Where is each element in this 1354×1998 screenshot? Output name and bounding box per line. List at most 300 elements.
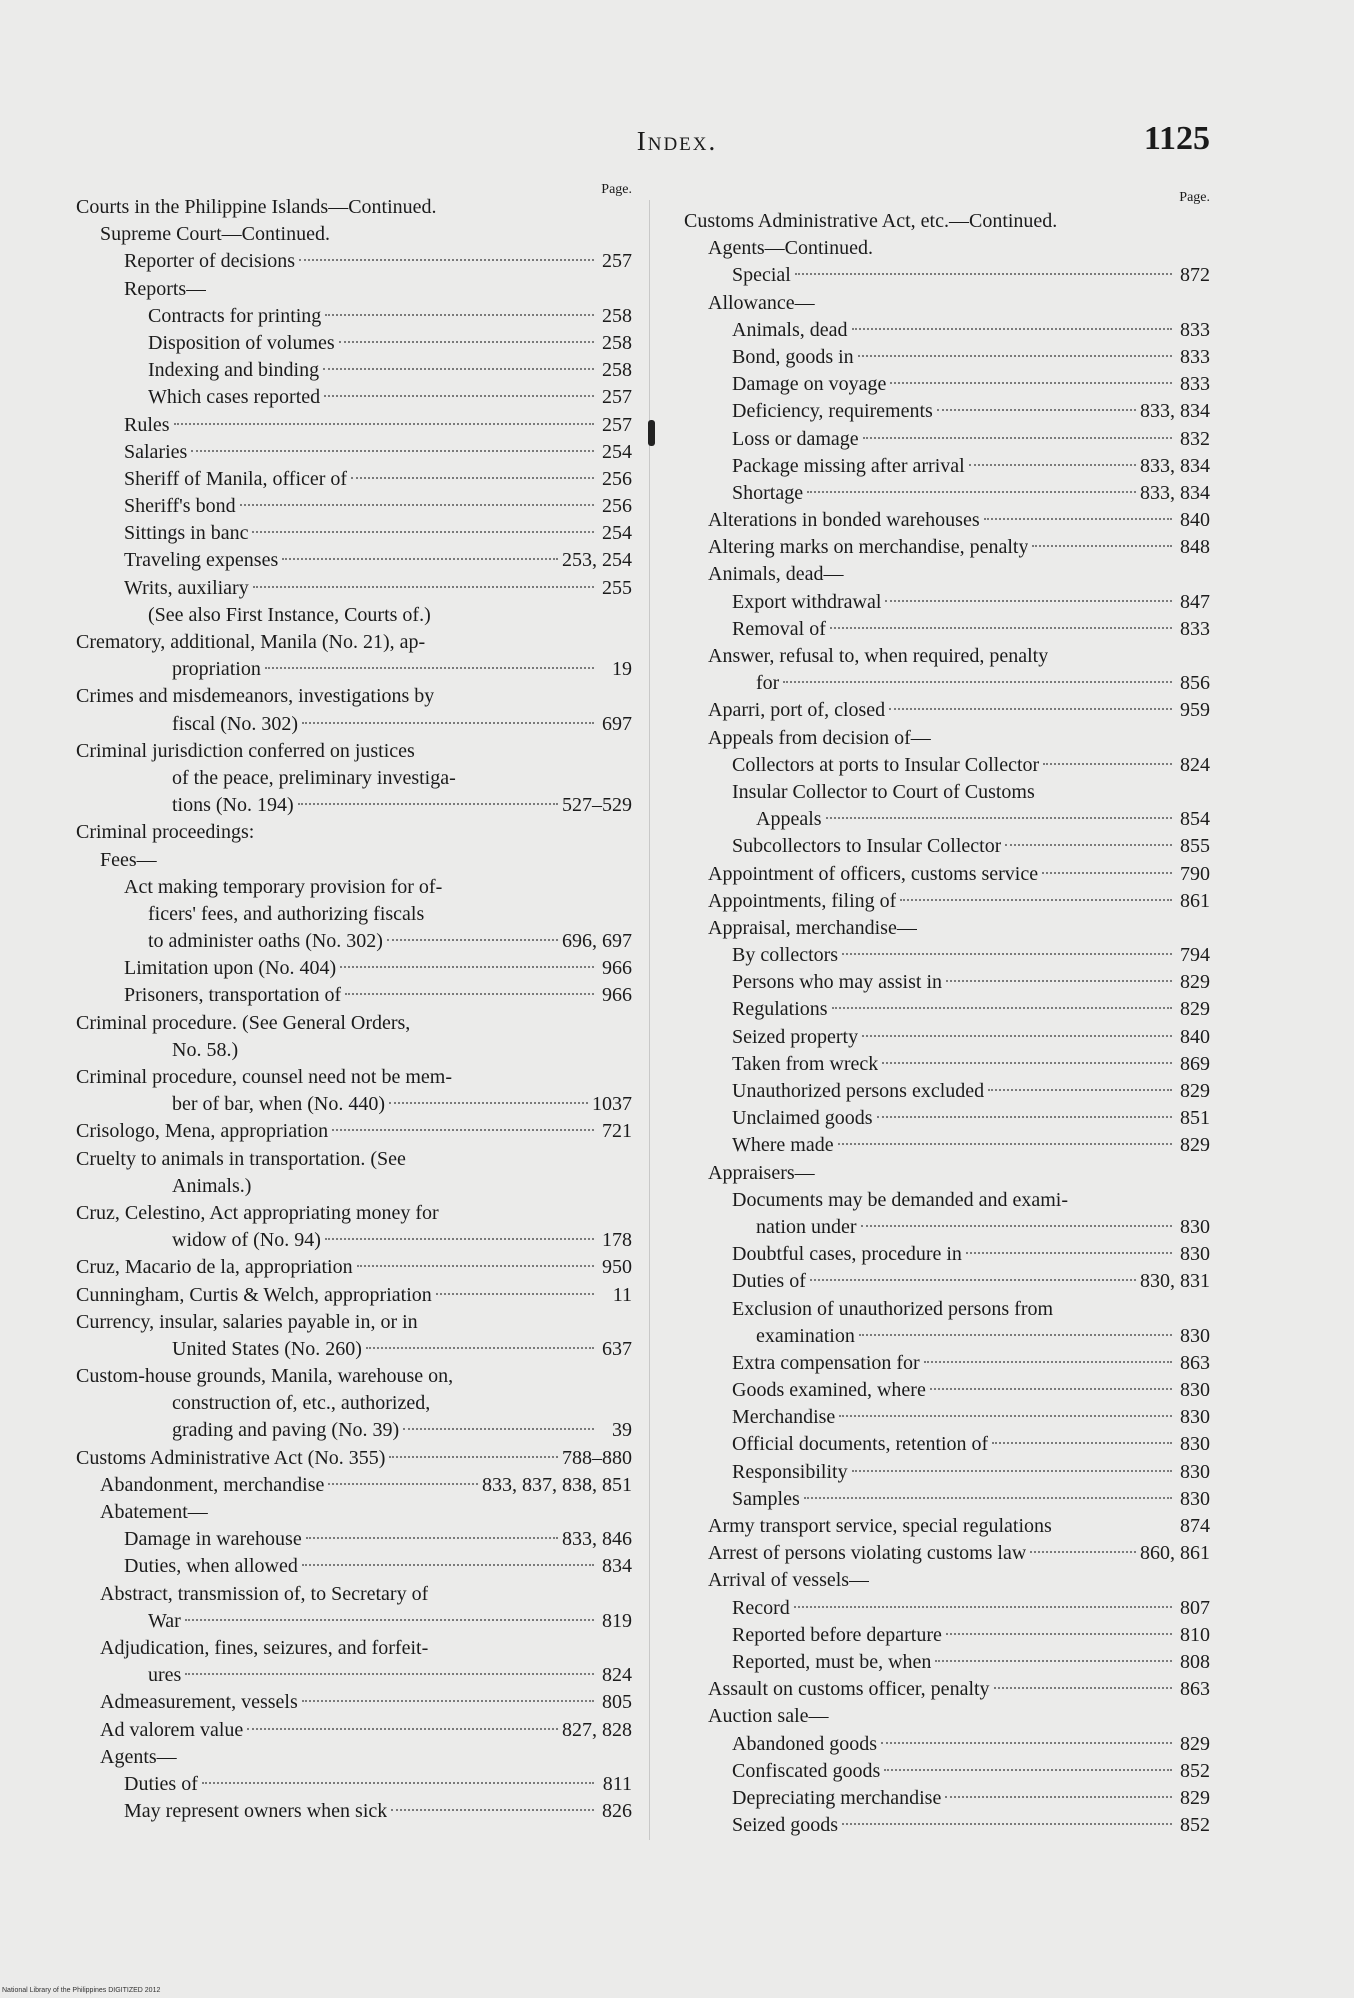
index-entry-text: Army transport service, special regulations xyxy=(708,1515,1052,1537)
index-entry-text: May represent owners when sick xyxy=(124,1800,388,1823)
index-entry-text: Taken from wreck xyxy=(732,1052,879,1075)
index-entry xyxy=(684,398,1210,425)
index-entry-text: Act making temporary provision for of- xyxy=(124,875,443,898)
index-entry xyxy=(76,520,632,547)
dot-leader xyxy=(810,1279,1136,1281)
index-entry xyxy=(76,955,632,982)
dot-leader xyxy=(389,1456,558,1458)
index-entry-text: Rules xyxy=(124,413,170,436)
index-entry-page: 830 xyxy=(1180,1243,1210,1266)
index-entry-text: Allowance— xyxy=(708,291,815,314)
index-entry-page: 829 xyxy=(1180,971,1210,994)
index-entry xyxy=(684,290,1210,317)
index-entry-text: Unclaimed goods xyxy=(732,1107,873,1130)
index-entry-text: Prisoners, transportation of xyxy=(124,984,342,1007)
index-entry xyxy=(76,575,632,602)
dot-leader xyxy=(881,1742,1172,1744)
index-entry-text: ures xyxy=(148,1664,182,1687)
index-entry-page: 834 xyxy=(602,1555,632,1578)
dot-leader xyxy=(185,1619,594,1621)
index-entry xyxy=(76,303,632,330)
index-entry-text: Loss or damage xyxy=(732,427,859,450)
index-entry-text: Goods examined, where xyxy=(732,1379,926,1402)
index-entry-text: Aparri, port of, closed xyxy=(708,699,886,722)
index-entry xyxy=(684,1513,1210,1540)
index-entry-text: Limitation upon (No. 404) xyxy=(124,957,337,980)
index-entry xyxy=(684,616,1210,643)
index-entry xyxy=(76,384,632,411)
index-entry-text: Which cases reported xyxy=(148,386,321,409)
index-entry xyxy=(684,1078,1210,1105)
index-entry-text: Traveling expenses xyxy=(124,549,279,572)
index-entry xyxy=(684,942,1210,969)
dot-leader xyxy=(884,1769,1172,1771)
index-entry xyxy=(76,1200,632,1227)
index-entry-page: 257 xyxy=(602,250,632,273)
dot-leader xyxy=(930,1388,1172,1390)
dot-leader xyxy=(351,477,594,479)
index-entry-text: Doubtful cases, procedure in xyxy=(732,1243,962,1266)
index-entry-page: 810 xyxy=(1180,1623,1210,1646)
index-entry-page: 830 xyxy=(1180,1460,1210,1483)
index-entry xyxy=(684,1703,1210,1730)
index-entry-text: Appeals xyxy=(756,808,822,831)
index-entry-text: Responsibility xyxy=(732,1460,848,1483)
dot-leader xyxy=(924,1361,1172,1363)
index-entry-text: Removal of xyxy=(732,617,826,640)
index-entry-page: 824 xyxy=(602,1664,632,1687)
index-entry xyxy=(684,534,1210,561)
index-entry-page: 851 xyxy=(1180,1107,1210,1130)
index-entry-text: Seized goods xyxy=(732,1814,839,1837)
dot-leader xyxy=(1043,763,1172,765)
index-entry-text: Deficiency, requirements xyxy=(732,400,933,423)
dot-leader xyxy=(325,314,594,316)
index-entry xyxy=(76,1662,632,1689)
index-entry xyxy=(76,330,632,357)
index-entry xyxy=(76,901,632,928)
index-entry-text: Fees— xyxy=(100,848,157,871)
dot-leader xyxy=(202,1782,594,1784)
index-entry-page: 833, 846 xyxy=(562,1528,632,1551)
index-entry-text: grading and paving (No. 39) xyxy=(172,1419,400,1442)
index-entry-page: 959 xyxy=(1180,699,1210,722)
dot-leader xyxy=(306,1537,558,1539)
index-entry xyxy=(684,1404,1210,1431)
index-entry xyxy=(76,1581,632,1608)
index-entry-page: 827, 828 xyxy=(562,1718,632,1741)
index-entry-text: Insular Collector to Court of Customs xyxy=(732,780,1035,803)
index-entry xyxy=(684,752,1210,779)
index-entry-text: Writs, auxiliary xyxy=(124,576,249,599)
index-entry xyxy=(684,453,1210,480)
dot-leader xyxy=(804,1497,1172,1499)
index-entry-page: 830 xyxy=(1180,1324,1210,1347)
index-entry-text: Subcollectors to Insular Collector xyxy=(732,835,1002,858)
index-entry xyxy=(684,1567,1210,1594)
index-entry xyxy=(76,1553,632,1580)
index-entry-page: 833 xyxy=(1180,373,1210,396)
dot-leader xyxy=(969,464,1136,466)
dot-leader xyxy=(842,953,1172,955)
index-entry xyxy=(684,833,1210,860)
dot-leader xyxy=(282,558,558,560)
index-entry xyxy=(684,1323,1210,1350)
index-entry-text: Damage in warehouse xyxy=(124,1528,302,1551)
index-entry xyxy=(76,221,632,248)
index-entry xyxy=(684,1540,1210,1567)
index-entry xyxy=(684,507,1210,534)
index-entry xyxy=(684,1132,1210,1159)
dot-leader xyxy=(325,1238,594,1240)
index-entry xyxy=(76,1118,632,1145)
index-entry-page: 829 xyxy=(1180,1134,1210,1157)
index-entry-page: 833, 834 xyxy=(1140,400,1210,423)
dot-leader xyxy=(984,518,1172,520)
index-entry-text: Reporter of decisions xyxy=(124,250,296,273)
index-entry-text: Answer, refusal to, when required, penalty xyxy=(708,645,1049,667)
index-entry-page: 874 xyxy=(1180,1515,1210,1537)
index-entry-text: Duties of xyxy=(124,1772,198,1795)
index-entry-page: 637 xyxy=(602,1337,632,1360)
index-entry-page: 830 xyxy=(1180,1487,1210,1510)
index-entry xyxy=(76,1417,632,1444)
dot-leader xyxy=(1042,872,1172,874)
dot-leader xyxy=(783,681,1172,683)
index-entry-text: Abandonment, merchandise xyxy=(100,1473,325,1496)
index-entry xyxy=(76,847,632,874)
dot-leader xyxy=(302,1564,594,1566)
index-entry xyxy=(76,412,632,439)
index-entry xyxy=(684,1024,1210,1051)
index-entry-page: 527–529 xyxy=(562,794,632,817)
index-entry-page: 829 xyxy=(1180,1080,1210,1102)
index-entry xyxy=(684,779,1210,806)
index-entry-page: 830 xyxy=(1180,1433,1210,1456)
index-entry xyxy=(76,1798,632,1825)
index-entry-text: Alterations in bonded warehouses xyxy=(708,509,980,532)
dot-leader xyxy=(299,259,594,261)
index-entry-page: 807 xyxy=(1180,1596,1210,1619)
index-entry-page: 872 xyxy=(1180,264,1210,287)
index-entry-text: Criminal procedure. (See General Orders, xyxy=(76,1011,411,1034)
index-entry xyxy=(76,493,632,520)
page-column-label: Page. xyxy=(601,182,632,197)
index-entry-text: Crimes and misdemeanors, investigations by xyxy=(76,685,435,708)
dot-leader xyxy=(328,1483,478,1485)
dot-leader xyxy=(838,1143,1172,1145)
index-entry xyxy=(76,1717,632,1744)
index-entry-text: Supreme Court—Continued. xyxy=(100,223,330,246)
index-entry-text: Unauthorized persons excluded xyxy=(732,1080,985,1102)
index-entry xyxy=(684,697,1210,724)
index-entry-text: widow of (No. 94) xyxy=(172,1229,321,1252)
index-entry-text: Sheriff's bond xyxy=(124,495,236,518)
index-entry-page: 833 xyxy=(1180,318,1210,341)
index-entry-text: Bond, goods in xyxy=(732,345,854,368)
index-entry-page: 1037 xyxy=(592,1093,632,1116)
index-entry-text: Cruz, Celestino, Act appropriating money for xyxy=(76,1201,439,1224)
index-entry xyxy=(684,1377,1210,1404)
index-entry-text: Agents—Continued. xyxy=(708,237,873,260)
index-entry xyxy=(684,1214,1210,1241)
dot-leader xyxy=(253,586,594,588)
index-entry xyxy=(76,819,632,846)
index-entry-text: Crematory, additional, Manila (No. 21), ap- xyxy=(76,631,426,653)
index-entry-text: Abandoned goods xyxy=(732,1732,877,1755)
index-entry-text: Appointment of officers, customs service xyxy=(708,862,1039,885)
index-entry-page: 178 xyxy=(602,1229,632,1252)
index-entry-text: construction of, etc., authorized, xyxy=(172,1392,431,1415)
index-entry xyxy=(684,589,1210,616)
index-entry xyxy=(684,888,1210,915)
index-entry xyxy=(76,194,632,221)
index-entry-page: 824 xyxy=(1180,753,1210,776)
dot-leader xyxy=(345,993,594,995)
index-entry-page: 856 xyxy=(1180,672,1210,695)
index-entry-page: 869 xyxy=(1180,1052,1210,1075)
index-entry-text: Auction sale— xyxy=(708,1705,829,1728)
page-column-label: Page. xyxy=(1179,190,1210,205)
index-entry-page: 808 xyxy=(1180,1650,1210,1673)
dot-leader xyxy=(988,1089,1172,1091)
index-entry-text: Documents may be demanded and exami- xyxy=(732,1188,1068,1211)
index-entry-text: Arrival of vessels— xyxy=(708,1569,870,1592)
index-entry-page: 794 xyxy=(1180,944,1210,967)
index-entry-text: Sheriff of Manila, officer of xyxy=(124,467,348,490)
index-entry xyxy=(76,1254,632,1281)
index-entry-page: 830 xyxy=(1180,1406,1210,1429)
index-entry-text: Customs Administrative Act, etc.—Continued. xyxy=(684,210,1058,232)
index-entry xyxy=(76,629,632,656)
index-entry xyxy=(76,1608,632,1635)
index-entry xyxy=(684,670,1210,697)
dot-leader xyxy=(889,708,1172,710)
index-entry-text: Duties of xyxy=(732,1270,806,1293)
index-entry xyxy=(684,969,1210,996)
index-entry-text: Record xyxy=(732,1596,790,1619)
index-entry-page: 721 xyxy=(602,1120,632,1143)
dot-leader xyxy=(862,1035,1172,1037)
dot-leader xyxy=(946,980,1172,982)
index-entry xyxy=(76,1037,632,1064)
index-entry xyxy=(684,1758,1210,1785)
dot-leader xyxy=(794,1606,1172,1608)
index-entry-text: Reported, must be, when xyxy=(732,1650,932,1673)
index-entry-page: 788–880 xyxy=(562,1446,632,1469)
index-entry xyxy=(76,1282,632,1309)
dot-leader xyxy=(298,803,558,805)
index-entry-page: 966 xyxy=(602,984,632,1007)
index-entry-text: Collectors at ports to Insular Collector xyxy=(732,753,1040,776)
index-entry-text: Regulations xyxy=(732,998,828,1021)
index-entry xyxy=(76,1363,632,1390)
index-entry-text: Extra compensation for xyxy=(732,1351,920,1374)
index-entry-text: Duties, when allowed xyxy=(124,1555,298,1578)
index-entry-page: 852 xyxy=(1180,1759,1210,1782)
index-entry-text: Samples xyxy=(732,1487,800,1510)
dot-leader xyxy=(391,1809,594,1811)
index-entry xyxy=(684,1622,1210,1649)
dot-leader xyxy=(937,409,1136,411)
index-entry xyxy=(684,643,1210,670)
index-entry xyxy=(76,466,632,493)
index-entry-page: 829 xyxy=(1180,1732,1210,1755)
dot-leader xyxy=(935,1660,1172,1662)
dot-leader xyxy=(265,667,594,669)
index-entry xyxy=(684,1595,1210,1622)
index-entry-page: 861 xyxy=(1180,889,1210,912)
dot-leader xyxy=(885,600,1172,602)
index-entry-page: 950 xyxy=(602,1256,632,1279)
index-entry-page: 697 xyxy=(602,712,632,735)
index-entry-page: 790 xyxy=(1180,862,1210,885)
index-entry xyxy=(76,1064,632,1091)
index-entry-text: Disposition of volumes xyxy=(148,331,335,354)
index-entry-page: 966 xyxy=(602,957,632,980)
index-entry xyxy=(76,357,632,384)
index-entry-text: Appointments, filing of xyxy=(708,889,897,912)
dot-leader xyxy=(807,491,1136,493)
index-entry-text: No. 58.) xyxy=(172,1038,239,1061)
dot-leader xyxy=(323,368,594,370)
ink-blot xyxy=(648,420,655,446)
index-entry-text: (See also First Instance, Courts of.) xyxy=(148,603,431,626)
index-entry-page: 855 xyxy=(1180,835,1210,858)
index-entry xyxy=(684,426,1210,453)
index-entry xyxy=(684,561,1210,588)
index-entry xyxy=(76,656,632,683)
index-entry xyxy=(684,1676,1210,1703)
index-entry-text: Criminal procedure, counsel need not be mem- xyxy=(76,1066,452,1088)
dot-leader xyxy=(882,1062,1172,1064)
index-entry-text: Animals.) xyxy=(172,1174,252,1197)
index-entry xyxy=(684,806,1210,833)
index-entry-page: 854 xyxy=(1180,808,1210,831)
index-entry-page: 830, 831 xyxy=(1140,1270,1210,1293)
page-number: 1125 xyxy=(1143,120,1210,157)
index-entry xyxy=(684,996,1210,1023)
dot-leader xyxy=(839,1415,1172,1417)
index-entry xyxy=(76,1336,632,1363)
index-entry-page: 253, 254 xyxy=(562,549,632,572)
index-entry-page: 819 xyxy=(602,1609,632,1632)
index-entry-page: 860, 861 xyxy=(1140,1542,1210,1565)
index-entry-text: Cruz, Macario de la, appropriation xyxy=(76,1256,353,1279)
dot-leader xyxy=(387,939,558,941)
index-entry-page: 832 xyxy=(1180,427,1210,450)
index-entry-text: Assault on customs officer, penalty xyxy=(708,1678,990,1701)
dot-leader xyxy=(185,1673,594,1675)
index-entry-page: 19 xyxy=(612,658,632,681)
index-entry xyxy=(76,1771,632,1798)
dot-leader xyxy=(992,1442,1172,1444)
index-entry-text: Customs Administrative Act (No. 355) xyxy=(76,1446,386,1469)
index-entry-page: 811 xyxy=(602,1772,632,1795)
index-entry-text: nation under xyxy=(756,1215,857,1238)
dot-leader xyxy=(403,1428,594,1430)
dot-leader xyxy=(191,450,594,452)
dot-leader xyxy=(863,437,1172,439)
index-entry-text: ficers' fees, and authorizing fiscals xyxy=(148,902,425,925)
index-entry-page: 833 xyxy=(1180,617,1210,640)
index-entry xyxy=(76,1227,632,1254)
index-entry xyxy=(76,982,632,1009)
dot-leader xyxy=(890,382,1172,384)
index-entry-page: 254 xyxy=(602,440,632,463)
dot-leader xyxy=(852,1470,1172,1472)
index-entry xyxy=(684,208,1210,235)
index-entry-page: 258 xyxy=(602,304,632,327)
index-entry-text: Cunningham, Curtis & Welch, appropriation xyxy=(76,1283,432,1306)
index-entry xyxy=(76,547,632,574)
dot-leader xyxy=(966,1252,1172,1254)
index-entry xyxy=(684,317,1210,344)
dot-leader xyxy=(946,1633,1172,1635)
index-entry-text: tions (No. 194) xyxy=(172,794,294,817)
index-entry-text: Abatement— xyxy=(100,1501,208,1523)
index-entry-text: Courts in the Philippine Islands—Continued. xyxy=(76,196,437,218)
index-entry-page: 696, 697 xyxy=(562,930,632,953)
index-entry-text: Adjudication, fines, seizures, and forfeit- xyxy=(100,1636,429,1659)
index-entry-page: 840 xyxy=(1180,509,1210,532)
dot-leader xyxy=(994,1687,1172,1689)
index-entry-text: Where made xyxy=(732,1134,834,1157)
dot-leader xyxy=(247,1728,558,1730)
index-entry-text: Export withdrawal xyxy=(732,590,882,613)
dot-leader xyxy=(1030,1551,1136,1553)
index-entry xyxy=(684,1350,1210,1377)
index-entry-text: Appraisal, merchandise— xyxy=(708,916,917,939)
index-entry-text: ber of bar, when (No. 440) xyxy=(172,1093,386,1116)
index-entry xyxy=(684,1431,1210,1458)
index-entry-text: Package missing after arrival xyxy=(732,454,965,477)
index-entry-page: 833, 834 xyxy=(1140,454,1210,477)
index-entry xyxy=(684,480,1210,507)
index-entry xyxy=(684,1051,1210,1078)
index-entry-page: 830 xyxy=(1180,1215,1210,1238)
index-entry xyxy=(684,1785,1210,1812)
index-entry-text: of the peace, preliminary investiga- xyxy=(172,766,456,789)
dot-leader xyxy=(357,1265,594,1267)
index-entry-page: 257 xyxy=(602,386,632,409)
dot-leader xyxy=(174,423,594,425)
running-header-title: Index. xyxy=(636,126,718,156)
index-entry xyxy=(76,1091,632,1118)
index-entry xyxy=(76,1526,632,1553)
index-entry xyxy=(684,1296,1210,1323)
dot-leader xyxy=(436,1293,594,1295)
index-entry-page: 256 xyxy=(602,495,632,518)
index-entry-text: Animals, dead xyxy=(732,318,848,341)
index-entry xyxy=(684,1105,1210,1132)
index-entry xyxy=(76,711,632,738)
index-entry xyxy=(76,1635,632,1662)
index-entries-left xyxy=(76,194,632,1825)
index-entry xyxy=(684,262,1210,289)
index-entry-text: Reported before departure xyxy=(732,1623,942,1646)
index-entry-page: 847 xyxy=(1180,590,1210,613)
index-entry xyxy=(76,738,632,765)
index-entry-text: Animals, dead— xyxy=(708,563,844,586)
index-entry-text: Appeals from decision of— xyxy=(708,726,931,749)
index-entry-page: 258 xyxy=(602,359,632,382)
index-entry-page: 39 xyxy=(612,1419,632,1442)
index-entry-text: Merchandise xyxy=(732,1406,836,1429)
index-entry xyxy=(76,765,632,792)
dot-leader xyxy=(1032,545,1172,547)
dot-leader xyxy=(842,1823,1172,1825)
